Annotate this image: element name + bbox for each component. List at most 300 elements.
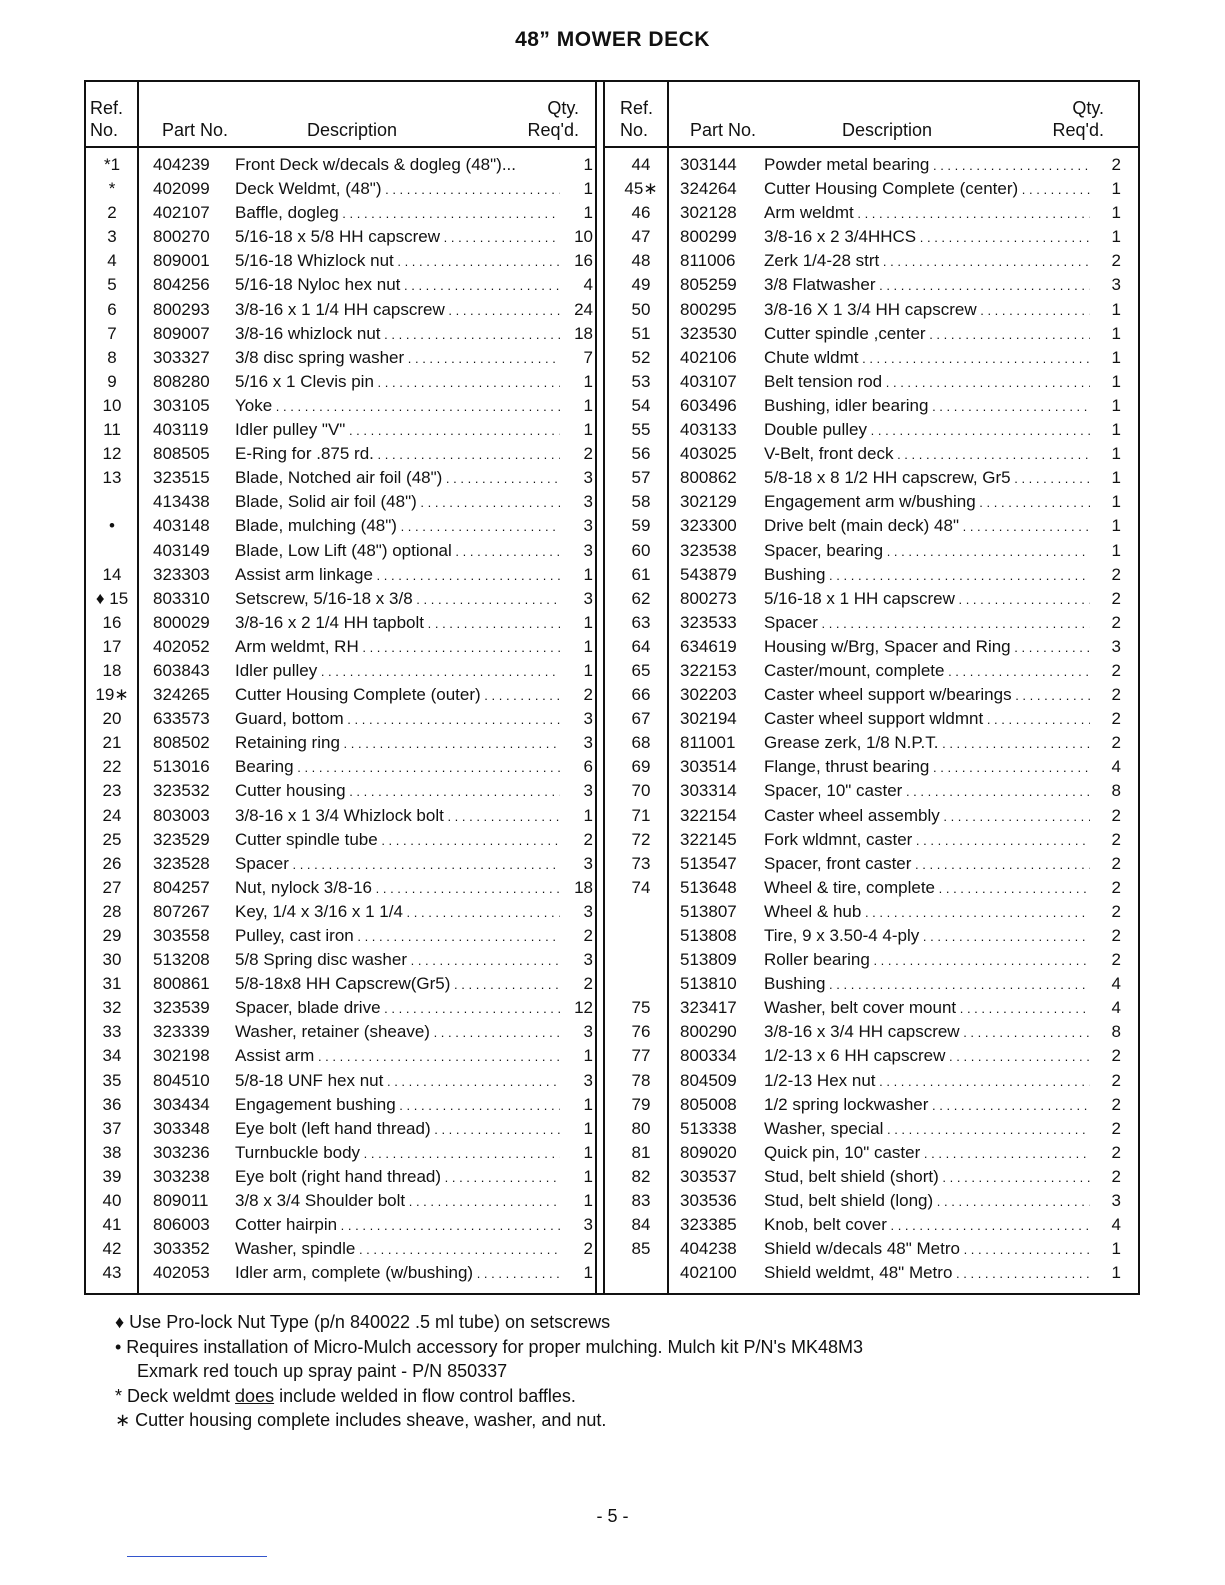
quantity-required: 2 [1090,1044,1121,1068]
part-number: 402099 [153,179,210,199]
ref-number: 54 [631,395,651,415]
part-description: Spacer . . . [235,852,567,877]
ref-number: *1 [103,155,121,174]
part-description: Washer, spindle . . . [235,1237,567,1262]
quantity-required: 2 [1090,900,1121,924]
part-description: Assist arm linkage . . . [235,563,567,588]
ref-number: 80 [631,1118,651,1138]
part-number: 303236 [153,1142,210,1162]
ref-number: 85 [631,1239,651,1259]
ref-number: 51 [631,323,651,343]
part-number: 323532 [153,781,210,801]
part-description: Bearing . . . [235,755,567,780]
part-description: 5/16-18 x 5/8 HH capscrew . . . [235,225,567,250]
ref-number: 82 [631,1166,651,1186]
part-number: 800290 [680,1022,737,1042]
ref-number: 16 [102,612,122,632]
part-description: Idler pulley "V" . . . [235,418,567,443]
part-number: 800334 [680,1046,737,1066]
part-description: 3/8 x 3/4 Shoulder bolt . . . [235,1189,567,1214]
part-number: 324264 [680,179,737,199]
part-number: 800299 [680,227,737,247]
quantity-required: 1 [560,611,593,635]
part-description: Shield w/decals 48" Metro . . . [764,1237,1094,1262]
quantity-required: 4 [1090,755,1121,779]
part-description: Retaining ring . . . [235,731,567,756]
quantity-required: 2 [560,1237,593,1261]
page-title: 48” MOWER DECK [515,28,710,51]
part-number: 800293 [153,299,210,319]
ref-number: 47 [631,227,651,247]
quantity-required: 2 [1090,611,1121,635]
quantity-required: 3 [560,1020,593,1044]
quantity-required: 1 [1090,1237,1121,1261]
quantity-required: 3 [1090,273,1121,297]
quantity-required: 1 [1090,370,1121,394]
quantity-required: 24 [560,298,593,322]
ref-number: 2 [107,203,117,223]
part-number: 513809 [680,950,737,970]
part-number: 323300 [680,516,737,536]
part-number: 403119 [153,420,209,440]
part-number: 303434 [153,1094,210,1114]
part-description: 3/8-16 X 1 3/4 HH capscrew . . . [764,298,1094,323]
footnote-cutter-housing: ∗ Cutter housing complete includes sheave, washer, and nut. [115,1410,607,1430]
part-description: Cotter hairpin . . . [235,1213,567,1238]
part-description: Yoke . . . [235,394,567,419]
quantity-required: 2 [560,442,593,466]
part-number: 323303 [153,564,210,584]
part-number: 633573 [153,709,210,729]
part-number: 513648 [680,877,737,897]
part-description: Eye bolt (right hand thread) . . . [235,1165,567,1190]
part-number: 806003 [153,1215,210,1235]
quantity-required: 2 [1090,563,1121,587]
part-description: Idler arm, complete (w/bushing) . . . [235,1261,567,1286]
column-divider [603,80,605,1295]
quantity-required: 1 [560,370,593,394]
quantity-required: 1 [1090,418,1121,442]
ref-number: 83 [631,1191,651,1211]
ref-number: 22 [102,757,122,777]
part-number: 800270 [153,227,210,247]
header-qty: Qty. Req'd. [527,98,579,140]
ref-number: 63 [631,612,651,632]
part-number: 808280 [153,371,210,391]
part-description: Guard, bottom . . . [235,707,567,732]
part-number: 513208 [153,950,210,970]
header-description: Description [307,120,398,140]
part-description: V-Belt, front deck . . . [764,442,1094,467]
part-description: Stud, belt shield (long) . . . [764,1189,1094,1214]
part-number: 402100 [680,1263,737,1283]
footnote-prolock: ♦ Use Pro-lock Nut Type (p/n 840022 .5 ml tube) on setscrews [115,1312,611,1332]
quantity-required: 1 [1090,394,1121,418]
part-description: Eye bolt (left hand thread) . . . [235,1117,567,1142]
ref-number: 71 [631,805,651,825]
ref-number: 53 [631,371,651,391]
column-divider [595,80,597,1295]
ref-number: 77 [631,1046,651,1066]
part-description: Key, 1/4 x 3/16 x 1 1/4 . . . [235,900,567,925]
part-description: Shield weldmt, 48" Metro . . . [764,1261,1094,1286]
quantity-required: 3 [560,948,593,972]
quantity-required: 2 [560,924,593,948]
part-number: 800861 [153,974,210,994]
quantity-required: 3 [560,490,593,514]
part-description: 1/2-13 Hex nut . . . [764,1069,1094,1094]
quantity-required: 1 [560,418,593,442]
part-description: Cutter housing . . . [235,779,567,804]
part-description: Flange, thrust bearing . . . [764,755,1094,780]
quantity-required: 2 [560,972,593,996]
part-description: Knob, belt cover . . . [764,1213,1094,1238]
ref-number: 27 [102,877,122,897]
part-description: Setscrew, 5/16-18 x 3/8 . . . [235,587,567,612]
quantity-required: 1 [1090,539,1121,563]
footnote-paint: Exmark red touch up spray paint - P/N 850337 [137,1361,508,1381]
ref-number: 70 [631,781,651,801]
quantity-required: 2 [1090,876,1121,900]
ref-number: 6 [107,299,117,319]
quantity-required: 2 [1090,948,1121,972]
ref-number: 68 [631,733,651,753]
ref-number: 57 [631,468,651,488]
header-part-no: Part No. [162,120,229,140]
part-number: 402053 [153,1263,210,1283]
part-number: 402107 [153,203,210,223]
part-number: 513338 [680,1118,737,1138]
header-rule [84,146,597,148]
quantity-required: 2 [1090,852,1121,876]
quantity-required: 1 [1090,201,1121,225]
part-number: 323538 [680,540,737,560]
ref-number: 35 [102,1070,122,1090]
part-description: Tire, 9 x 3.50-4 4-ply . . . [764,924,1094,949]
part-number: 804256 [153,275,210,295]
part-number: 322153 [680,660,737,680]
part-description: 5/8 Spring disc washer . . . [235,948,567,973]
quantity-required: 2 [1090,1117,1121,1141]
ref-number: 43 [102,1263,122,1283]
quantity-required: 2 [1090,804,1121,828]
quantity-required: 16 [560,249,593,273]
part-number: 404238 [680,1239,737,1259]
ref-number: 3 [107,227,117,247]
part-number: 323515 [153,468,210,488]
part-number: 302198 [153,1046,210,1066]
quantity-required: 1 [560,1165,593,1189]
ref-number: 33 [102,1022,122,1042]
part-description: Blade, Low Lift (48") optional . . . [235,539,567,564]
quantity-required: 2 [1090,587,1121,611]
ref-number: 73 [631,853,651,873]
ref-number: 11 [103,420,121,440]
part-number: 323385 [680,1215,737,1235]
part-number: 303238 [153,1166,210,1186]
quantity-required: 3 [560,587,593,611]
part-description: 1/2 spring lockwasher . . . [764,1093,1094,1118]
ref-number: 78 [631,1070,651,1090]
part-description: Spacer, 10" caster . . . [764,779,1094,804]
ref-number: 26 [102,853,122,873]
part-description: Belt tension rod . . . [764,370,1094,395]
part-number: 805008 [680,1094,737,1114]
ref-number: 76 [631,1022,651,1042]
ref-number: 38 [102,1142,122,1162]
part-description: 1/2-13 x 6 HH capscrew . . . [764,1044,1094,1069]
part-description: 3/8-16 x 2 3/4HHCS . . . [764,225,1094,250]
ref-number: 4 [107,251,117,271]
quantity-required: 7 [560,346,593,370]
quantity-required: 2 [1090,1069,1121,1093]
part-description: E-Ring for .875 rd. . . . [235,442,567,467]
part-description: Blade, Solid air foil (48") . . . [235,490,567,515]
ref-number: 75 [631,998,651,1018]
ref-number: 49 [631,275,651,295]
ref-number: 79 [631,1094,651,1114]
quantity-required: 1 [560,635,593,659]
part-number: 403149 [153,540,210,560]
ref-number: 72 [631,829,651,849]
ref-number: 29 [102,926,122,945]
quantity-required: 1 [1090,298,1121,322]
part-number: 303314 [680,781,737,801]
part-description: 3/8-16 x 3/4 HH capscrew . . . [764,1020,1094,1045]
ref-number: 45∗ [624,179,658,199]
footnote-mulch: • Requires installation of Micro-Mulch accessory for proper mulching. Mulch kit P/N's MK48M3 [115,1336,864,1357]
ref-number: 10 [102,395,122,415]
part-description: 3/8-16 x 1 3/4 Whizlock bolt . . . [235,804,567,829]
quantity-required: 3 [560,852,593,876]
part-description: Cutter Housing Complete (center) . . . [764,177,1094,202]
part-description: 5/16 x 1 Clevis pin . . . [235,370,567,395]
part-number: 603843 [153,660,210,680]
part-description: Quick pin, 10" caster . . . [764,1141,1094,1166]
part-number: 403107 [680,371,737,391]
part-number: 303348 [153,1118,210,1138]
part-number: 800862 [680,468,737,488]
part-description: 3/8-16 whizlock nut . . . [235,322,567,347]
ref-number: 44 [631,155,651,174]
part-number: 805259 [680,275,737,295]
quantity-required: 1 [560,563,593,587]
part-number: 543879 [680,564,737,584]
ref-number: 58 [631,492,651,512]
part-description: Baffle, dogleg . . . [235,201,567,226]
part-description: Pulley, cast iron . . . [235,924,567,949]
part-description: Double pulley . . . [764,418,1094,443]
part-description: Washer, special . . . [764,1117,1094,1142]
part-description: Bushing . . . [764,563,1094,588]
ref-number: 61 [631,564,651,584]
part-number: 323417 [680,998,737,1018]
part-description: Powder metal bearing . . . [764,153,1094,178]
part-number: 809007 [153,323,210,343]
quantity-required: 2 [1090,1141,1121,1165]
part-description: 5/16-18 Nyloc hex nut . . . [235,273,567,298]
part-number: 322154 [680,805,737,825]
quantity-required: 2 [1090,683,1121,707]
quantity-required: 4 [1090,996,1121,1020]
part-description: Spacer . . . [764,611,1094,636]
quantity-required: 1 [1090,514,1121,538]
part-number: 809020 [680,1142,737,1162]
part-description: Idler pulley . . . [235,659,567,684]
part-number: 811006 [680,251,736,271]
part-description: Spacer, blade drive . . . [235,996,567,1021]
header-description: Description [842,120,933,140]
part-description: 3/8-16 x 2 1/4 HH tapbolt . . . [235,611,567,636]
ref-number: 32 [102,998,122,1018]
part-description: Roller bearing . . . [764,948,1094,973]
part-number: 302129 [680,492,737,512]
part-number: 603496 [680,395,737,415]
part-number: 323529 [153,829,210,849]
part-number: 403133 [680,420,737,440]
part-number: 323539 [153,998,210,1018]
part-description: Grease zerk, 1/8 N.P.T. . . . [764,731,1094,756]
quantity-required: 1 [560,659,593,683]
quantity-required: 2 [1090,153,1121,177]
quantity-required: 1 [560,1189,593,1213]
quantity-required: 1 [1090,466,1121,490]
part-description: 3/8 disc spring washer . . . [235,346,567,371]
ref-number: 14 [102,564,122,584]
part-number: 513547 [680,853,737,873]
part-description: Washer, belt cover mount . . . [764,996,1094,1021]
quantity-required: 3 [560,1069,593,1093]
part-number: 302128 [680,203,737,223]
part-number: 513810 [680,974,737,994]
header-ref: Ref. No. [90,98,124,140]
part-number: 303537 [680,1166,737,1186]
part-number: 800029 [153,612,210,632]
ref-number: 34 [102,1046,122,1066]
ref-number: 74 [631,877,651,897]
part-number: 303352 [153,1239,210,1259]
part-number: 809011 [153,1191,209,1211]
part-description: Nut, nylock 3/8-16 . . . [235,876,567,901]
quantity-required: 1 [560,201,593,225]
part-description: Chute wldmt . . . [764,346,1094,371]
ref-number: 50 [631,299,651,319]
part-description: Stud, belt shield (short) . . . [764,1165,1094,1190]
part-number: 804510 [153,1070,210,1090]
quantity-required: 3 [560,1213,593,1237]
quantity-required: 3 [560,779,593,803]
part-description: Cutter spindle ,center . . . [764,322,1094,347]
ref-number: 20 [102,709,122,729]
quantity-required: 3 [560,466,593,490]
ref-number: 23 [102,781,122,801]
quantity-required: 4 [1090,972,1121,996]
quantity-required: 1 [560,804,593,828]
ref-number: 64 [631,636,651,656]
part-description: Caster wheel support wldmnt . . . [764,707,1094,732]
part-number: 404239 [153,155,210,174]
ref-number: 81 [631,1142,651,1162]
quantity-required: 1 [560,1141,593,1165]
ref-number: 42 [102,1239,122,1259]
part-description: Bushing, idler bearing . . . [764,394,1094,419]
quantity-required: 8 [1090,779,1121,803]
part-description: Caster wheel assembly . . . [764,804,1094,829]
quantity-required: 2 [1090,249,1121,273]
part-description: Engagement bushing . . . [235,1093,567,1118]
part-number: 513016 [153,757,210,777]
ref-number: 30 [102,950,122,970]
part-description: Caster/mount, complete . . . [764,659,1094,684]
part-number: 303327 [153,347,210,367]
quantity-required: 1 [560,1093,593,1117]
ref-number: 65 [631,660,651,680]
quantity-required: 1 [560,1117,593,1141]
part-number: 803003 [153,805,210,825]
part-number: 323528 [153,853,210,873]
part-number: 402052 [153,636,210,656]
header-ref: Ref. No. [620,98,654,140]
quantity-required: 1 [1090,177,1121,201]
part-description: Turnbuckle body . . . [235,1141,567,1166]
part-number: 323530 [680,323,737,343]
quantity-required: 2 [1090,1093,1121,1117]
ref-number: 84 [631,1215,651,1235]
quantity-required: 3 [560,707,593,731]
part-number: 803310 [153,588,210,608]
quantity-required: 2 [1090,1165,1121,1189]
quantity-required: 2 [1090,707,1121,731]
ref-number: 24 [102,805,122,825]
ref-number: 18 [102,660,122,680]
ref-number: 36 [102,1094,122,1114]
ref-number: 25 [102,829,122,849]
quantity-required: 3 [560,514,593,538]
quantity-required: 18 [560,876,593,900]
part-number: 413438 [153,492,210,512]
part-description: 5/8-18 x 8 1/2 HH capscrew, Gr5 . . . [764,466,1094,491]
quantity-required: 1 [1090,1261,1121,1285]
footnote-deck-weldmt: * Deck weldmt does include welded in flow control baffles. [115,1385,576,1406]
ref-number: 69 [631,757,651,777]
ref-number: 67 [631,709,651,729]
ref-number: 39 [102,1166,122,1186]
part-description: Blade, Notched air foil (48") . . . [235,466,567,491]
ref-number: 41 [102,1215,122,1235]
part-number: 302194 [680,709,737,729]
part-description: Washer, retainer (sheave) . . . [235,1020,567,1045]
part-description: Wheel & hub . . . [764,900,1094,925]
part-number: 804509 [680,1070,737,1090]
ref-number: • [109,516,115,536]
quantity-required: 4 [1090,1213,1121,1237]
ref-number: 56 [631,444,651,464]
part-number: 324265 [153,685,210,705]
quantity-required: 1 [1090,442,1121,466]
part-number: 402106 [680,347,737,367]
part-number: 323339 [153,1022,210,1042]
quantity-required: 1 [1090,346,1121,370]
quantity-required: 2 [560,828,593,852]
ref-number: 17 [102,636,122,656]
part-number: 303105 [153,395,210,415]
ref-number: 55 [631,420,651,440]
part-description: Wheel & tire, complete . . . [764,876,1094,901]
part-description: 3/8-16 x 1 1/4 HH capscrew . . . [235,298,567,323]
ref-number: * [108,179,116,199]
ref-number: 40 [102,1191,122,1211]
footnotes [115,1310,863,1433]
